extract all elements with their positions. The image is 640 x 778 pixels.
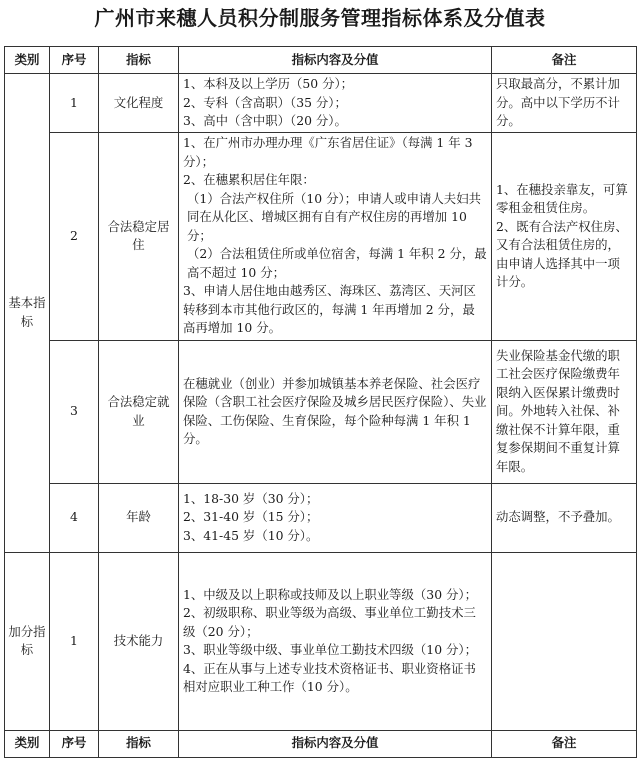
table-row xyxy=(5,132,637,340)
content-line: 3、41-45 岁（10 分）。 xyxy=(183,527,319,543)
page-title: 广州市来穗人员积分制服务管理指标体系及分值表 xyxy=(94,6,546,30)
content-line: 4、正在从事与上述专业技术资格证书、职业资格证书相对应职业工种工作（10 分）。 xyxy=(183,660,476,694)
header-category: 类别 xyxy=(5,47,50,74)
content-line: 2、初级职称、职业等级为高级、事业单位工勤技术三级（20 分）； xyxy=(183,605,476,639)
table-row xyxy=(5,74,637,133)
row-indicator: 技术能力 xyxy=(99,552,179,730)
table-row xyxy=(5,483,637,552)
content-line: 1、在广州市办理办理《广东省居住证》（每满 1 年 3 分）； xyxy=(183,135,473,169)
row-remark xyxy=(492,74,637,133)
remark-line: 1、在穗投亲靠友，可算零租金租赁住房。 xyxy=(496,181,628,215)
row-indicator: 合法稳定居住 xyxy=(99,132,179,340)
indicator-table xyxy=(4,46,637,758)
row-indicator: 合法稳定就业 xyxy=(99,340,179,483)
footer-content: 指标内容及分值 xyxy=(179,730,492,757)
content-line: 2、专科（含高职）（35 分）； xyxy=(183,94,347,110)
category-cell: 加分指标 xyxy=(5,552,50,730)
row-no: 3 xyxy=(50,340,99,483)
row-content xyxy=(179,132,492,340)
content-line: 1、18-30 岁（30 分）； xyxy=(183,490,319,506)
row-content xyxy=(179,340,492,483)
content-line: 在穗就业（创业）并参加城镇基本养老保险、社会医疗保险（含职工社会医疗保险及城乡居民医疗保险）、失业保险、工伤保险、生育保险，每个险种每满 1 年积 1 分。 xyxy=(183,375,487,446)
footer-category: 类别 xyxy=(5,730,50,757)
row-content xyxy=(179,483,492,552)
remark-line: 2、既有合法产权住房、又有合法租赁住房的，由申请人选择其中一项计分。 xyxy=(496,218,628,289)
table-row xyxy=(5,340,637,483)
row-content xyxy=(179,552,492,730)
header-content: 指标内容及分值 xyxy=(179,47,492,74)
footer-no: 序号 xyxy=(50,730,99,757)
row-no: 1 xyxy=(50,74,99,133)
row-remark xyxy=(492,552,637,730)
footer-remark: 备注 xyxy=(492,730,637,757)
row-no: 4 xyxy=(50,483,99,552)
content-line: （1）合法产权住所（10 分）；申请人或申请人夫妇共同在从化区、增城区拥有自有产权住房的再增加 10 分； xyxy=(187,190,481,243)
footer-indicator: 指标 xyxy=(99,730,179,757)
table-header-row xyxy=(5,47,637,74)
row-remark xyxy=(492,340,637,483)
content-line: （2）合法租赁住所或单位宿舍，每满 1 年积 2 分，最高不超过 10 分； xyxy=(187,246,487,280)
row-remark xyxy=(492,132,637,340)
header-indicator: 指标 xyxy=(99,47,179,74)
category-cell: 基本指标 xyxy=(5,74,50,553)
remark-line: 只取最高分，不累计加分。高中以下学历不计分。 xyxy=(496,76,620,128)
table-row xyxy=(5,552,637,730)
row-indicator: 文化程度 xyxy=(99,74,179,133)
row-indicator: 年龄 xyxy=(99,483,179,552)
row-remark xyxy=(492,483,637,552)
content-line: 1、中级及以上职称或技师及以上职业等级（30 分）； xyxy=(183,586,477,602)
row-no: 2 xyxy=(50,132,99,340)
content-line: 1、本科及以上学历（50 分）； xyxy=(183,76,354,91)
content-line: 3、职业等级中级、事业单位工勤技术四级（10 分）； xyxy=(183,642,477,657)
header-remark: 备注 xyxy=(492,47,637,74)
table-footer-row xyxy=(5,730,637,757)
content-line: 2、在穗累积居住年限： xyxy=(183,172,315,188)
row-content xyxy=(179,74,492,133)
header-no: 序号 xyxy=(50,47,99,74)
remark-line: 失业保险基金代缴的职工社会医疗保险缴费年限纳入医保累计缴费时间。外地转入社保、补缴社保不计算年限，重复参保期间不重复计算年限。 xyxy=(496,347,620,474)
content-line: 3、申请人居住地由越秀区、海珠区、荔湾区、天河区转移到本市其他行政区的，每满 1 年再增加 2 分，最高再增加 10 分。 xyxy=(183,283,476,336)
row-no: 1 xyxy=(50,552,99,730)
remark-line: 动态调整，不予叠加。 xyxy=(496,509,620,525)
content-line: 3、高中（含中职）（20 分）。 xyxy=(183,113,347,128)
content-line: 2、31-40 岁（15 分）； xyxy=(183,509,319,525)
